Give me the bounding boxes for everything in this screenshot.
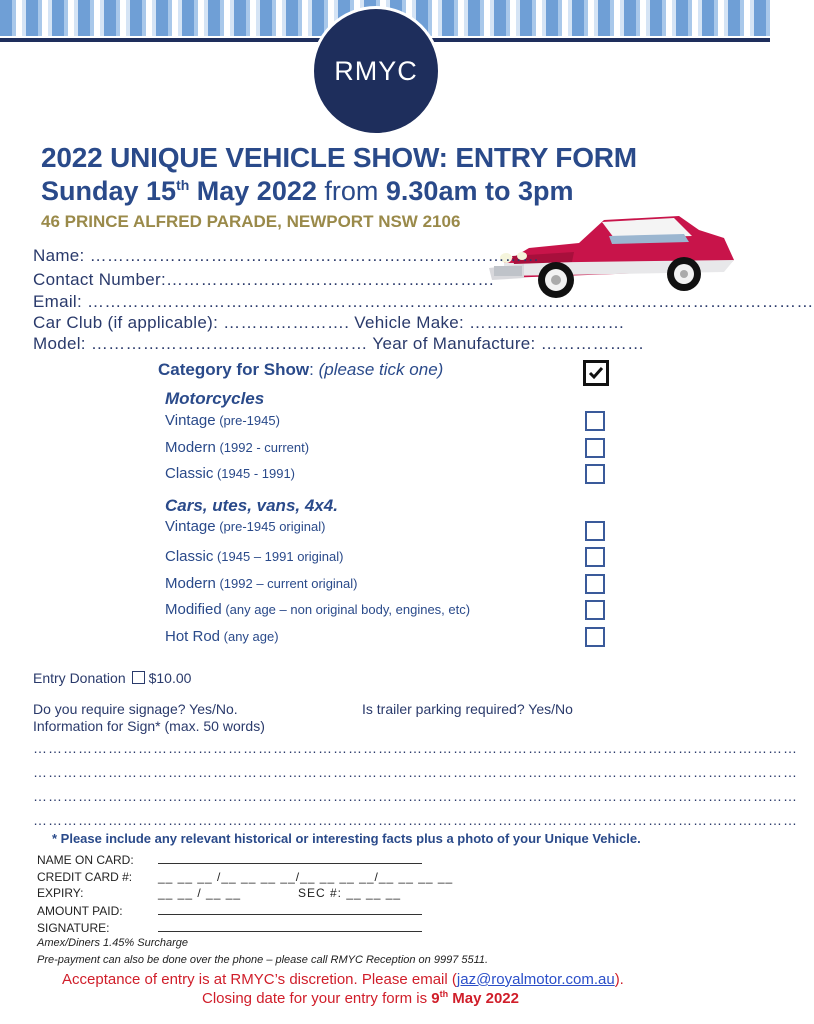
checkbox-moto-classic[interactable] [585,464,605,484]
sign-info-line[interactable]: ……………………………………………………………………………………………………………………………………… [33,764,798,780]
option-car-modern [165,575,358,592]
expiry-label: EXPIRY: [37,886,84,900]
phone-payment-note: Pre-payment can also be done over the phone – please call RMYC Reception on 9997 5511. [37,954,489,966]
option-detail: (pre-1945) [215,413,280,428]
option-detail: (1945 – 1991 original) [213,549,344,564]
option-label: Classic [165,548,214,565]
acceptance-note [62,971,624,988]
option-car-modified [165,601,470,618]
name-on-card-label: NAME ON CARD: [37,853,134,867]
amount-paid-label: AMOUNT PAID: [37,904,123,918]
trailer-question: Is trailer parking required? Yes/No [362,701,573,717]
signature-label: SIGNATURE: [37,921,110,935]
option-moto-classic [165,465,295,482]
amount-paid-input[interactable] [158,914,422,915]
model-year-field[interactable]: Model: ………………………………………… Year of Manufacture: ……………… [33,334,645,353]
signature-input[interactable] [158,931,422,932]
date-from: from [316,176,386,206]
sign-info-line[interactable]: ……………………………………………………………………………………………………………………………………… [33,788,798,804]
checkbox-moto-vintage[interactable] [585,411,605,431]
tick-example-checkbox [583,360,609,386]
cars-heading: Cars, utes, vans, 4x4. [165,496,338,515]
checkbox-car-modern[interactable] [585,574,605,594]
sign-info-line[interactable]: ……………………………………………………………………………………………………………………………………… [33,812,798,828]
option-car-classic [165,548,343,565]
sign-info-label: Information for Sign* (max. 50 words) [33,718,265,734]
credit-card-input[interactable]: __ __ __ /__ __ __ __/__ __ __ __/__ __ __ __ [158,870,454,884]
option-detail: (1945 - 1991) [213,466,296,481]
option-detail: (1992 - current) [215,440,310,455]
email-link[interactable]: jaz@royalmotor.com.au [456,971,615,988]
rmyc-logo [311,6,441,136]
surcharge-note: Amex/Diners 1.45% Surcharge [37,937,189,949]
category-colon: : [309,360,319,379]
closing-month: May 2022 [448,990,519,1007]
logo-text: RMYC [334,55,418,86]
event-date [41,176,573,207]
option-moto-vintage [165,412,280,429]
option-label: Vintage [165,412,216,429]
date-day: Sunday 15 [41,176,177,206]
expiry-input[interactable]: __ __ / __ __ [158,886,242,900]
option-detail: (pre-1945 original) [215,519,326,534]
closing-text: Closing date for your entry form is [202,990,432,1007]
acceptance-text: Acceptance of entry is at RMYC’s discretion. Please email ( [62,971,457,988]
donation-checkbox[interactable] [132,671,145,684]
checkmark-icon [588,365,604,381]
option-label: Modern [165,439,216,456]
name-field[interactable]: Name: …………………………………………………………………… [33,246,540,265]
option-label: Hot Rod [165,628,221,645]
checkbox-car-classic[interactable] [585,547,605,567]
closing-suffix: th [439,989,449,999]
category-heading [158,360,443,380]
page-title: 2022 UNIQUE VEHICLE SHOW: ENTRY FORM [41,142,637,173]
motorcycles-heading: Motorcycles [165,389,265,408]
checkbox-moto-modern[interactable] [585,438,605,458]
entry-donation [33,670,191,686]
security-code-input[interactable]: SEC #: __ __ __ [298,886,402,900]
option-detail: (any age – non original body, engines, etc) [221,602,471,617]
category-hint: (please tick one) [318,360,444,379]
option-moto-modern [165,439,309,456]
option-label: Vintage [165,518,216,535]
event-address: 46 PRINCE ALFRED PARADE, NEWPORT NSW 2106 [41,212,461,231]
donation-amount: $10.00 [148,670,192,686]
closing-day: 9 [431,990,440,1007]
option-car-hot-rod [165,628,279,645]
option-detail: (any age) [220,629,279,644]
credit-card-label: CREDIT CARD #: [37,870,133,884]
signage-question: Do you require signage? Yes/No. [33,701,238,717]
option-label: Classic [165,465,214,482]
closing-date [202,989,519,1007]
checkbox-car-hot-rod[interactable] [585,627,605,647]
event-time: 9.30am to 3pm [385,176,574,206]
car-club-make-field[interactable]: Car Club (if applicable): …………………. Vehicle Make: ……………………… [33,313,625,332]
option-detail: (1992 – current original) [215,576,358,591]
date-suffix: th [176,177,190,193]
contact-number-field[interactable]: Contact Number:………………………………………………… [33,270,495,289]
sign-info-line[interactable]: ……………………………………………………………………………………………………………………………………… [33,740,798,756]
checkbox-car-vintage[interactable] [585,521,605,541]
donation-label: Entry Donation [33,670,126,686]
email-field[interactable]: Email: ……………………………………………………………………………………………………………… [33,292,814,311]
date-month: May 2022 [189,176,317,206]
option-label: Modern [165,575,216,592]
option-label: Modified [165,601,222,618]
acceptance-end: ). [614,971,624,988]
category-label: Category for Show [158,360,310,379]
checkbox-car-modified[interactable] [585,600,605,620]
name-on-card-input[interactable] [158,863,422,864]
photo-note: * Please include any relevant historical or interesting facts plus a photo of your Unique Vehicle. [52,831,641,846]
option-car-vintage [165,518,325,535]
